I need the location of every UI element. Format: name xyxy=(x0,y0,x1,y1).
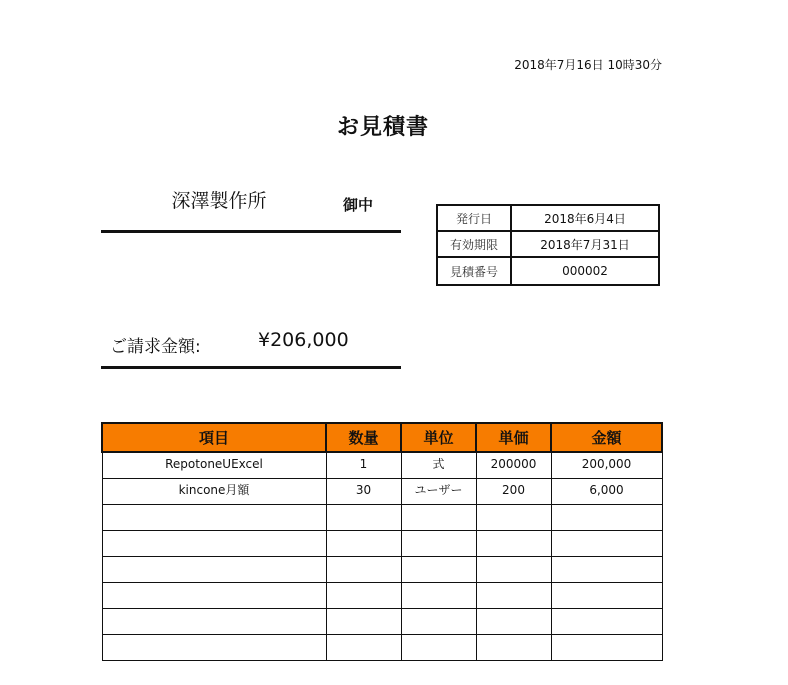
cell-quantity xyxy=(326,505,401,531)
timestamp: 2018年7月16日 10時30分 xyxy=(514,58,662,72)
cell-unit-price: 200 xyxy=(476,479,551,505)
header-quantity: 数量 xyxy=(326,423,401,452)
table-row xyxy=(102,583,662,609)
expiry-date-value: 2018年7月31日 xyxy=(512,232,658,258)
cell-amount: 200,000 xyxy=(551,452,662,479)
cell-quantity xyxy=(326,609,401,635)
items-table xyxy=(101,422,663,661)
cell-quantity: 1 xyxy=(326,452,401,479)
cell-quantity xyxy=(326,531,401,557)
cell-item xyxy=(102,635,326,661)
issue-date-value: 2018年6月4日 xyxy=(512,206,658,232)
total-value: ¥206,000 xyxy=(258,329,349,351)
table-row xyxy=(102,635,662,661)
cell-unit xyxy=(401,505,476,531)
expiry-date-label: 有効期限 xyxy=(438,232,512,258)
cell-item: kincone月額 xyxy=(102,479,326,505)
issue-date-label: 発行日 xyxy=(438,206,512,232)
cell-item xyxy=(102,505,326,531)
table-row xyxy=(102,505,662,531)
cell-item xyxy=(102,557,326,583)
recipient-company: 深澤製作所 xyxy=(171,190,267,212)
document-title: お見積書 xyxy=(336,115,429,140)
quote-number-label: 見積番号 xyxy=(438,258,512,284)
cell-quantity xyxy=(326,583,401,609)
cell-item xyxy=(102,531,326,557)
cell-item xyxy=(102,609,326,635)
cell-amount xyxy=(551,635,662,661)
cell-item: RepotoneUExcel xyxy=(102,452,326,479)
cell-quantity: 30 xyxy=(326,479,401,505)
total-underline xyxy=(101,366,401,369)
header-item: 項目 xyxy=(102,423,326,452)
recipient-underline xyxy=(101,230,401,233)
cell-amount xyxy=(551,557,662,583)
cell-unit xyxy=(401,557,476,583)
cell-amount xyxy=(551,583,662,609)
cell-unit-price xyxy=(476,531,551,557)
table-row xyxy=(102,531,662,557)
cell-unit xyxy=(401,609,476,635)
cell-unit-price: 200000 xyxy=(476,452,551,479)
recipient-honorific: 御中 xyxy=(343,196,374,214)
table-row xyxy=(102,452,662,479)
cell-unit: 式 xyxy=(401,452,476,479)
info-box xyxy=(436,204,660,286)
cell-unit-price xyxy=(476,557,551,583)
cell-amount: 6,000 xyxy=(551,479,662,505)
cell-amount xyxy=(551,505,662,531)
header-amount: 金額 xyxy=(551,423,662,452)
cell-amount xyxy=(551,531,662,557)
table-row xyxy=(102,557,662,583)
header-unit: 単位 xyxy=(401,423,476,452)
table-row xyxy=(102,609,662,635)
cell-item xyxy=(102,583,326,609)
cell-unit xyxy=(401,531,476,557)
cell-unit-price xyxy=(476,583,551,609)
cell-unit-price xyxy=(476,609,551,635)
cell-unit xyxy=(401,635,476,661)
cell-quantity xyxy=(326,635,401,661)
cell-amount xyxy=(551,609,662,635)
cell-unit-price xyxy=(476,635,551,661)
cell-unit xyxy=(401,583,476,609)
table-row xyxy=(102,479,662,505)
header-unit-price: 単価 xyxy=(476,423,551,452)
quote-number-value: 000002 xyxy=(562,264,608,278)
cell-unit-price xyxy=(476,505,551,531)
total-label: ご請求金額: xyxy=(110,337,201,357)
cell-unit: ユーザー xyxy=(401,479,476,505)
cell-quantity xyxy=(326,557,401,583)
table-header-row xyxy=(102,423,662,452)
